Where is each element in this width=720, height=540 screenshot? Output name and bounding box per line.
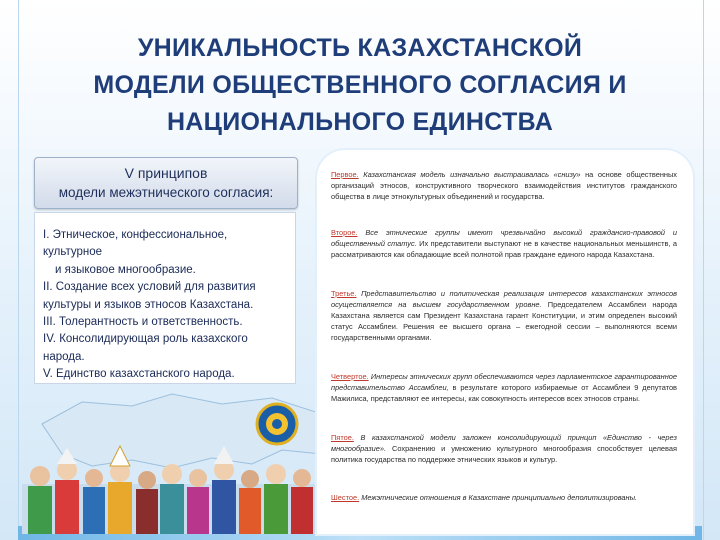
principles-list (34, 212, 296, 384)
principle-item: культурное (43, 246, 103, 259)
assembly-emblem-icon (257, 404, 297, 444)
principle-item: IV. Консолидирующая роль казахского (43, 333, 248, 346)
principle-item: III. Толерантность и ответственность. (43, 316, 243, 329)
principle-item: V. Единство казахстанского народа. (43, 368, 235, 381)
paragraph-lead: Пятое. (331, 433, 354, 442)
principles-header (34, 157, 298, 209)
title-line-2: МОДЕЛИ ОБЩЕСТВЕННОГО СОГЛАСИЯ И (93, 71, 627, 99)
slide-title (60, 30, 660, 141)
paragraph-lead: Первое. (331, 170, 359, 179)
paragraph-lead: Шестое. (331, 493, 360, 502)
paragraph-lead: Третье. (331, 289, 357, 298)
paragraph-italic: Казахстанская модель изначально выстраивалась «снизу» (363, 170, 581, 179)
paragraph-text: на основе общественных организаций этносов, конструктивного творческого взаимодействия институтов гражданского общества в лице этнокультурных объединений и государства. (331, 170, 678, 201)
principles-header-line-1: V принципов (124, 165, 208, 181)
principle-item: II. Создание всех условий для развития (43, 281, 256, 294)
paragraph-fifth (331, 433, 677, 466)
paragraph-fourth (331, 372, 677, 405)
title-line-3: НАЦИОНАЛЬНОГО ЕДИНСТВА (166, 108, 554, 136)
paragraph-text: в результате которого избираемые от Ассамблеи 9 депутатов Мажилиса, представляют ее интересы, как совокупность интересов всех этносов страны. (331, 382, 677, 403)
paragraph-text: Председателем Ассамблеи народа Казахстана является сам Президент Казахстана гарант Конституции, и этим определен высокий статус Ассамблеи. Решения ее высшего органа – ежегодной сессии – выполняются всеми государственными органами. (331, 299, 677, 342)
principle-item: культуры и языков этносов Казахстана. (43, 298, 254, 311)
paragraph-sixth (331, 493, 677, 504)
paragraph-italic: Представительство и политическая реализация интересов казахстанских этносов осуществляется на высшем государственном уровне. (331, 289, 677, 309)
principle-item: народа. (43, 350, 85, 363)
paragraph-italic: Межэтнические отношения в Казахстане принципиально деполитизированы. (361, 493, 638, 502)
paragraph-italic: Все этнические группы имеют чрезвычайно высокий гражданско-правовой и общественный статус. (331, 228, 677, 248)
paragraph-italic: В казахстанской модели заложен консолидирующий принцип «Единство - через многообразие». (331, 433, 677, 453)
paragraph-third (331, 289, 677, 344)
paragraph-text: Сохранению и умножению культурного многообразия способствует целевая политика государства по поддержке этнических языков и культур. (331, 443, 677, 464)
principle-item: и языковое многообразие. (55, 263, 196, 276)
principle-item: I. Этническое, конфессиональное, (43, 229, 228, 241)
title-line-1: УНИКАЛЬНОСТЬ КАЗАХСТАНСКОЙ (137, 34, 583, 62)
paragraph-lead: Второе. (331, 228, 358, 237)
principles-header-line-2: модели межэтнического согласия: (58, 185, 274, 200)
paragraph-lead: Четвертое. (331, 372, 369, 381)
paragraph-first (331, 170, 677, 203)
people-and-map-illustration (22, 384, 352, 534)
paragraph-text: Их представители выступают не в качестве национальных меньшинств, а рассматриваются как обладающие всей полнотой прав граждане единого народа Казахстана. (331, 238, 678, 259)
paragraph-italic: Интересы этнических групп обеспечиваются через парламентское гарантированное представительство Ассамблеи, (331, 372, 677, 392)
paragraph-second (331, 228, 677, 261)
